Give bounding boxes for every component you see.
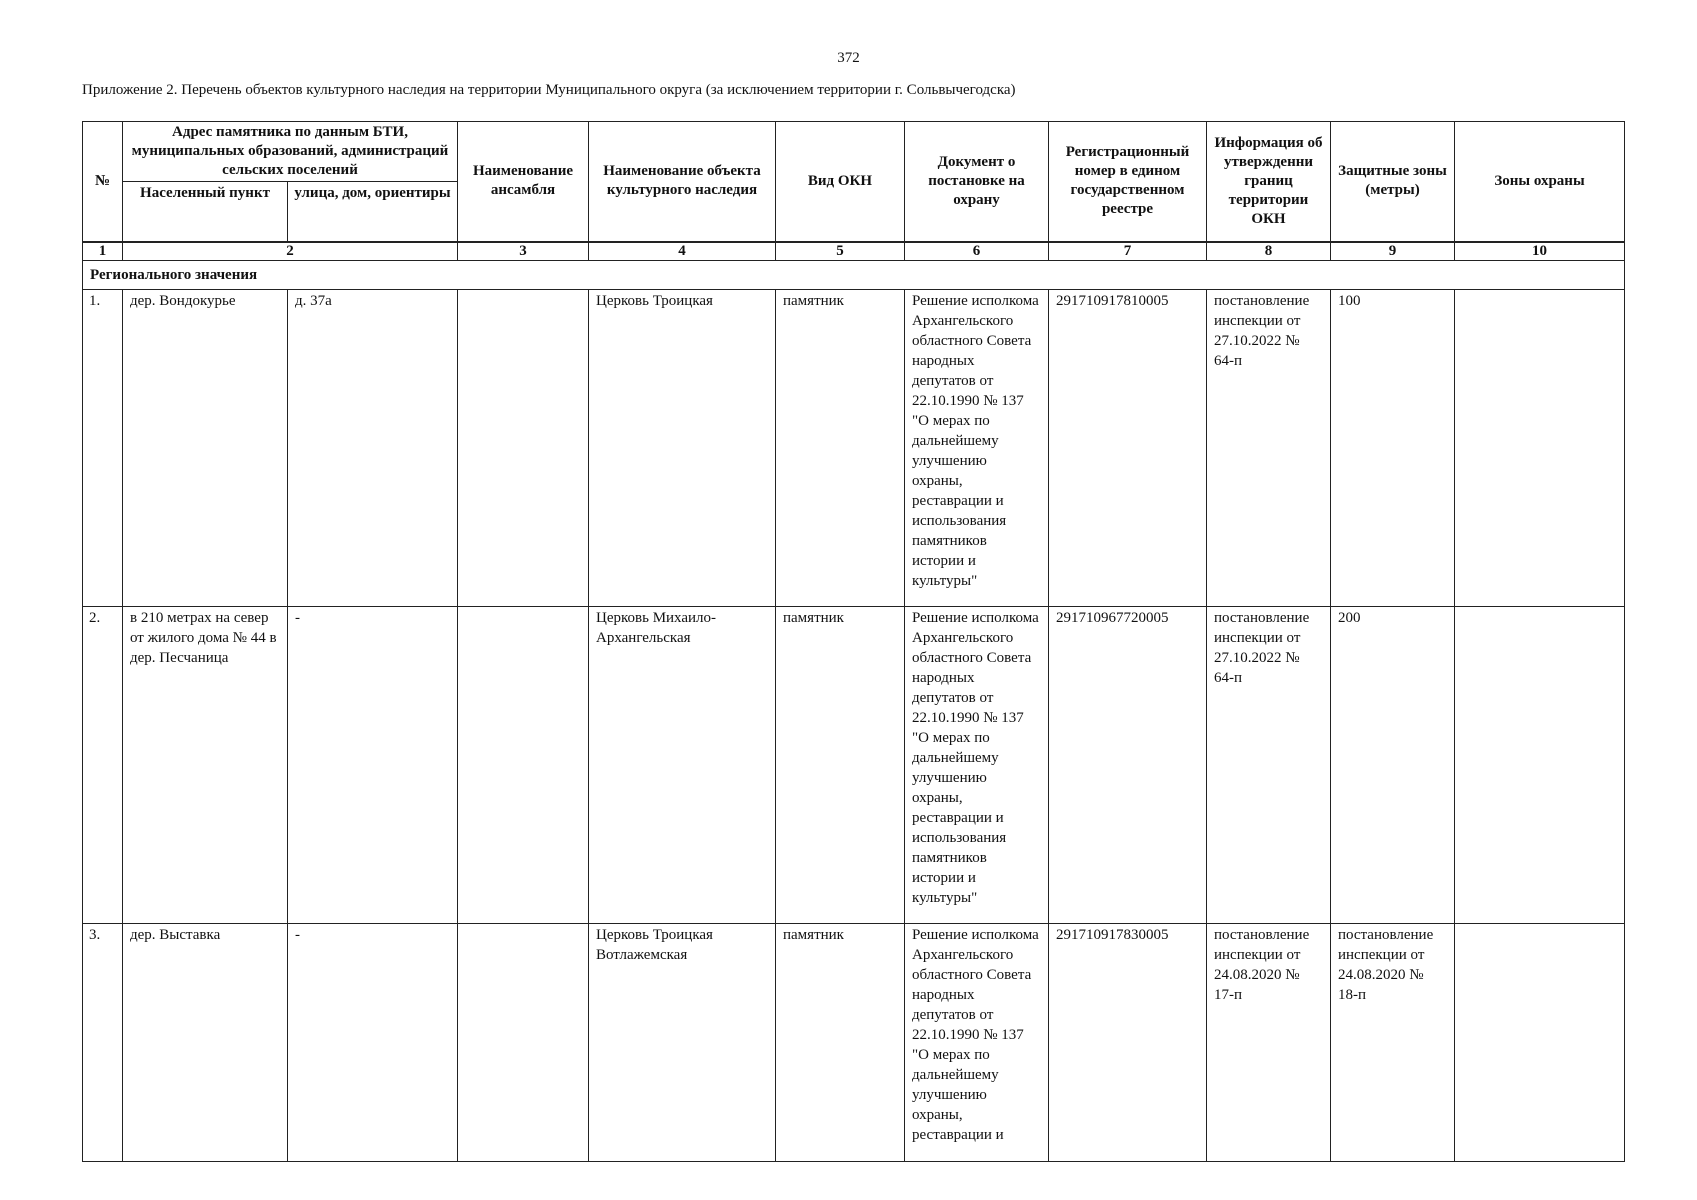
column-number: 5 <box>776 242 905 261</box>
section-row <box>83 261 1625 290</box>
cell-no: 2. <box>83 607 123 924</box>
page-number: 372 <box>837 50 860 66</box>
cell-settlement: в 210 метрах на север от жилого дома № 44 в дер. Песчаница <box>123 607 288 924</box>
cell-protective-zones: 200 <box>1331 607 1455 924</box>
cell-boundaries-info: постановление инспекции от 27.10.2022 № 64-п <box>1207 607 1331 924</box>
cell-street: - <box>288 924 458 1162</box>
header-security-zones: Зоны охраны <box>1455 122 1625 242</box>
cell-security-zones <box>1455 924 1625 1162</box>
heritage-objects-table <box>82 121 1625 1162</box>
column-number: 10 <box>1455 242 1625 261</box>
cell-reg-number: 291710917810005 <box>1049 290 1207 607</box>
cell-protective-zones: постановление инспекции от 24.08.2020 № 18-п <box>1331 924 1455 1162</box>
cell-object-name: Церковь Михаило-Архангельская <box>589 607 776 924</box>
header-protective-zones: Защитные зоны (метры) <box>1331 122 1455 242</box>
cell-street: - <box>288 607 458 924</box>
column-number: 7 <box>1049 242 1207 261</box>
cell-boundaries-info: постановление инспекции от 27.10.2022 № 64-п <box>1207 290 1331 607</box>
cell-object-name: Церковь Троицкая <box>589 290 776 607</box>
header-no: № <box>83 122 123 242</box>
column-number: 4 <box>589 242 776 261</box>
cell-security-zones <box>1455 290 1625 607</box>
cell-street: д. 37а <box>288 290 458 607</box>
cell-no: 3. <box>83 924 123 1162</box>
header-reg-number: Регистрационный номер в едином государственном реестре <box>1049 122 1207 242</box>
cell-object-name: Церковь Троицкая Вотлажемская <box>589 924 776 1162</box>
column-number: 9 <box>1331 242 1455 261</box>
cell-settlement: дер. Вондокурье <box>123 290 288 607</box>
header-document: Документ о постановке на охрану <box>905 122 1049 242</box>
header-street: улица, дом, ориентиры <box>288 182 458 242</box>
cell-ensemble <box>458 924 589 1162</box>
document-title: Приложение 2. Перечень объектов культурного наследия на территории Муниципального округа (за исключением территории г. Сольвычегодска) <box>82 82 1016 98</box>
header-settlement: Населенный пункт <box>123 182 288 242</box>
column-number: 8 <box>1207 242 1331 261</box>
cell-ensemble <box>458 607 589 924</box>
column-number: 2 <box>123 242 458 261</box>
cell-ensemble <box>458 290 589 607</box>
cell-document: Решение исполкома Архангельского областного Совета народных депутатов от 22.10.1990 № 137 "О мерах по дальнейшему улучшению охраны, реставрации и <box>905 924 1049 1162</box>
column-number: 1 <box>83 242 123 261</box>
header-address-group <box>123 122 458 182</box>
cell-reg-number: 291710917830005 <box>1049 924 1207 1162</box>
header-row-top <box>83 122 1625 182</box>
section-title: Регионального значения <box>83 261 1625 290</box>
table-row <box>83 290 1625 607</box>
header-object-name: Наименование объекта культурного наследия <box>589 122 776 242</box>
header-ensemble: Наименование ансамбля <box>458 122 589 242</box>
cell-boundaries-info: постановление инспекции от 24.08.2020 № 17-п <box>1207 924 1331 1162</box>
cell-okn-type: памятник <box>776 607 905 924</box>
cell-okn-type: памятник <box>776 924 905 1162</box>
header-address-group-label: Адрес памятника по данным БТИ, муниципальных образований, администраций сельских поселений <box>131 124 449 178</box>
column-number: 6 <box>905 242 1049 261</box>
header-boundaries-info: Информация об утвержденни границ территории ОКН <box>1207 122 1331 242</box>
table-row <box>83 924 1625 1162</box>
cell-document: Решение исполкома Архангельского областного Совета народных депутатов от 22.10.1990 № 137 "О мерах по дальнейшему улучшению охраны, реставрации и использования памятников истории и культуры" <box>905 290 1049 607</box>
column-number-row <box>83 242 1625 261</box>
cell-security-zones <box>1455 607 1625 924</box>
cell-settlement: дер. Выставка <box>123 924 288 1162</box>
cell-document: Решение исполкома Архангельского областного Совета народных депутатов от 22.10.1990 № 137 "О мерах по дальнейшему улучшению охраны, реставрации и использования памятников истории и культуры" <box>905 607 1049 924</box>
table-row <box>83 607 1625 924</box>
cell-protective-zones: 100 <box>1331 290 1455 607</box>
header-okn-type: Вид ОКН <box>776 122 905 242</box>
cell-reg-number: 291710967720005 <box>1049 607 1207 924</box>
cell-okn-type: памятник <box>776 290 905 607</box>
cell-no: 1. <box>83 290 123 607</box>
column-number: 3 <box>458 242 589 261</box>
